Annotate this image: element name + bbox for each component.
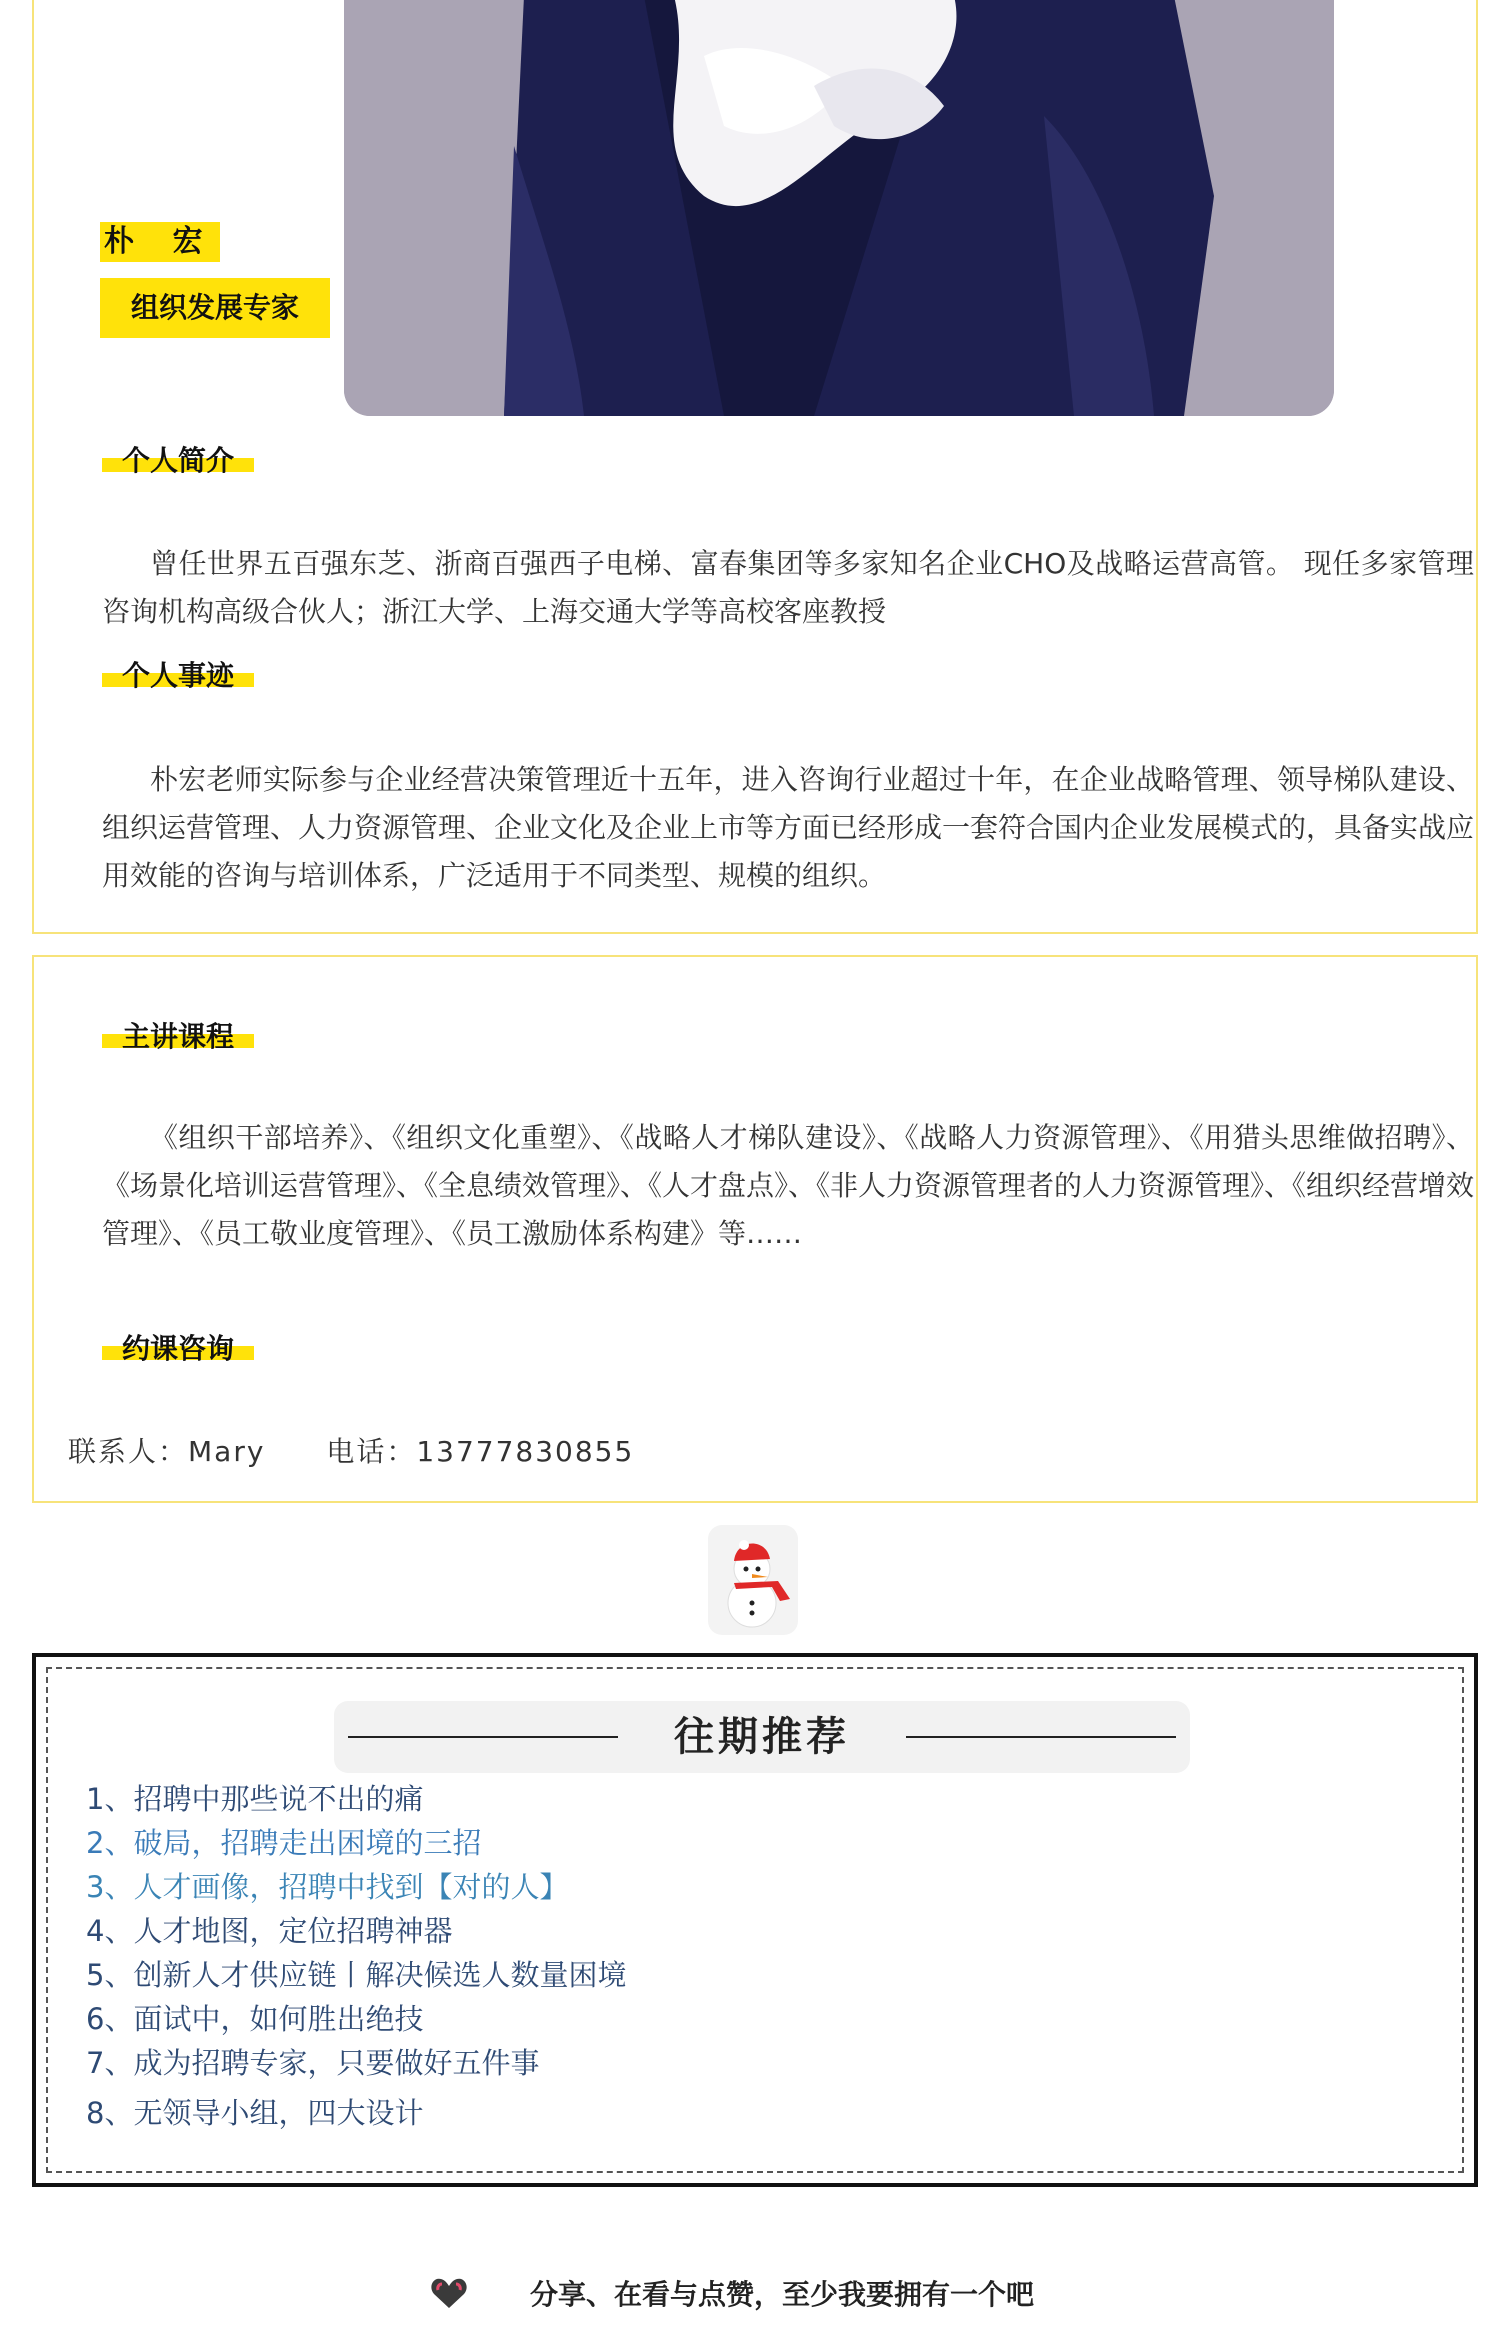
- contact-phone: 电话：13777830855: [326, 1435, 635, 1468]
- profile-photo: [344, 0, 1334, 416]
- bio-text: 曾任世界五百强东芝、浙商百强西子电梯、富春集团等多家知名企业CHO及战略运营高管。 现任多家管理咨询机构高级合伙人；浙江大学、上海交通大学等高校客座教授: [102, 547, 1474, 628]
- recommend-link[interactable]: 2、破局，招聘走出困境的三招: [86, 1826, 482, 1860]
- achievements-label-text: 个人事迹: [122, 659, 235, 692]
- courses-card: [32, 955, 1478, 1503]
- contact-line: [68, 1430, 684, 1470]
- courses-label-text: 主讲课程: [122, 1020, 235, 1053]
- consult-label: [102, 1329, 254, 1369]
- bio-label-text: 个人简介: [122, 444, 235, 477]
- recommend-inner-frame: [46, 1667, 1464, 2173]
- achievements-label: [102, 656, 254, 696]
- recommend-title-pill: [334, 1701, 1190, 1773]
- recommend-link[interactable]: 5、创新人才供应链丨解决候选人数量困境: [86, 1958, 627, 1992]
- courses-text: 《组织干部培养》、《组织文化重塑》、《战略人才梯队建设》、《战略人力资源管理》、《用猎头思维做招聘》、《场景化培训运营管理》、《全息绩效管理》、《人才盘点》、《非人力资源管理者的人力资源管理》、《组织经营增效管理》、《员工敬业度管理》、《员工激励体系构建》等……: [102, 1121, 1475, 1250]
- recommend-link[interactable]: 1、招聘中那些说不出的痛: [86, 1782, 424, 1816]
- snowman-icon: [708, 1525, 798, 1635]
- contact-person: 联系人：Mary: [68, 1435, 266, 1468]
- recommend-link[interactable]: 4、人才地图，定位招聘神器: [86, 1914, 453, 1948]
- footer-text: 分享、在看与点赞，至少我要拥有一个吧: [530, 2278, 1035, 2311]
- recommend-title: 往期推荐: [674, 1714, 850, 1760]
- recommend-list: [86, 1777, 626, 2135]
- portrait-image: [344, 0, 1334, 416]
- heart-icon: [430, 2276, 468, 2310]
- profile-name: 朴 宏: [100, 222, 220, 262]
- profile-card: [32, 0, 1478, 934]
- recommend-link[interactable]: 6、面试中，如何胜出绝技: [86, 2002, 424, 2036]
- bio-label: [102, 441, 254, 481]
- courses-label: [102, 1017, 254, 1057]
- recommend-link[interactable]: 7、成为招聘专家，只要做好五件事: [86, 2046, 540, 2080]
- profile-title: 组织发展专家: [100, 278, 330, 338]
- recommend-link[interactable]: 8、无领导小组，四大设计: [86, 2096, 424, 2130]
- recommend-card: [32, 1653, 1478, 2187]
- recommend-link[interactable]: 3、人才画像，招聘中找到【对的人】: [86, 1870, 569, 1904]
- consult-label-text: 约课咨询: [122, 1332, 235, 1365]
- achievements-text: 朴宏老师实际参与企业经营决策管理近十五年，进入咨询行业超过十年，在企业战略管理、领导梯队建设、组织运营管理、人力资源管理、企业文化及企业上市等方面已经形成一套符合国内企业发展模式的，具备实战应用效能的咨询与培训体系，广泛适用于不同类型、规模的组织。: [102, 763, 1475, 892]
